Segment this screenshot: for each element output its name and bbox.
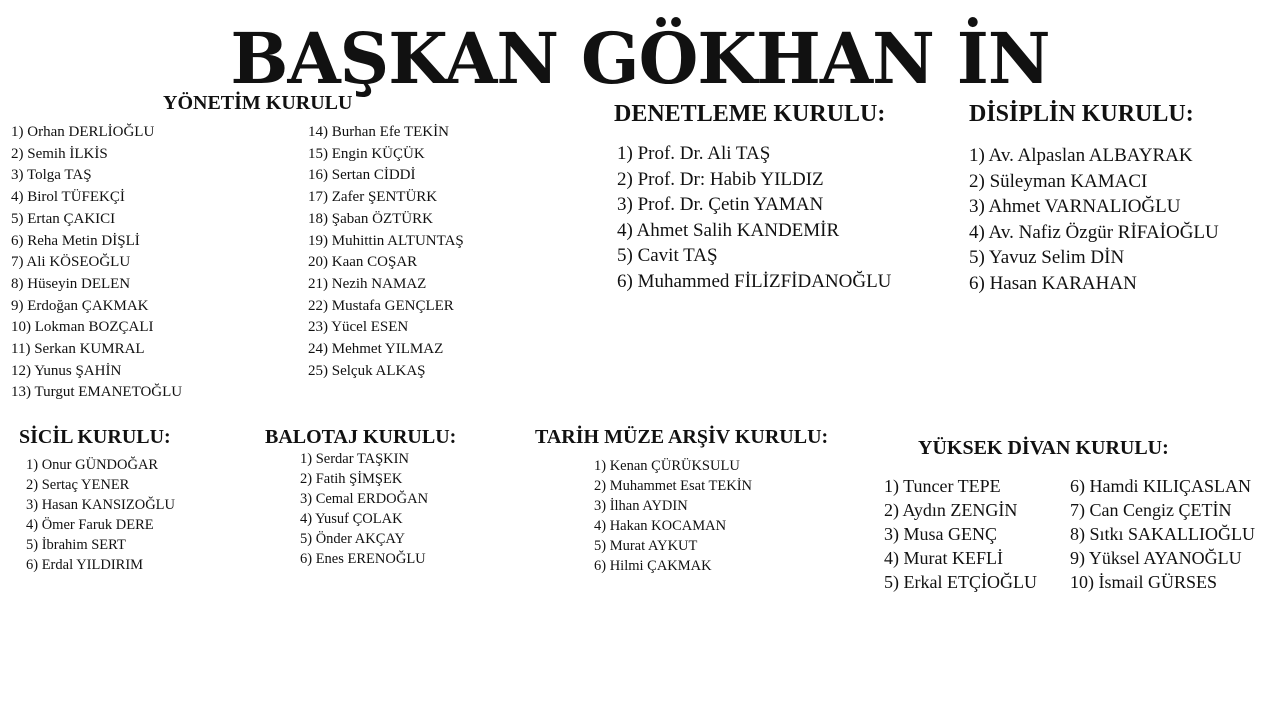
member-item: 5) Ertan ÇAKICI xyxy=(11,210,116,227)
disiplin-list xyxy=(969,143,1219,296)
member-item: 6) Enes ERENOĞLU xyxy=(300,551,426,567)
member-item: 21) Nezih NAMAZ xyxy=(308,275,427,292)
member-item: 5) Cavit TAŞ xyxy=(617,245,718,266)
member-item: 1) Prof. Dr. Ali TAŞ xyxy=(617,143,771,164)
member-item: 4) Birol TÜFEKÇİ xyxy=(11,189,125,206)
member-item: 7) Can Cengiz ÇETİN xyxy=(1070,500,1232,520)
member-item: 4) Ömer Faruk DERE xyxy=(26,517,154,533)
member-item: 4) Ahmet Salih KANDEMİR xyxy=(617,219,840,241)
member-item: 3) Musa GENÇ xyxy=(884,524,997,544)
member-item: 3) Cemal ERDOĞAN xyxy=(300,491,429,507)
member-item: 5) Yavuz Selim DİN xyxy=(969,247,1125,268)
member-item: 6) Muhammed FİLİZFİDANOĞLU xyxy=(617,270,892,292)
sicil-heading: SİCİL KURULU: xyxy=(19,426,171,448)
member-item: 4) Yusuf ÇOLAK xyxy=(300,511,403,527)
member-item: 4) Murat KEFLİ xyxy=(884,548,1003,568)
member-item: 18) Şaban ÖZTÜRK xyxy=(308,210,433,227)
member-item: 10) Lokman BOZÇALI xyxy=(11,319,154,336)
member-item: 7) Ali KÖSEOĞLU xyxy=(11,254,131,271)
sicil-list xyxy=(26,455,175,575)
member-item: 1) Onur GÜNDOĞAR xyxy=(26,457,159,473)
denetleme-list xyxy=(617,141,891,294)
member-item: 1) Kenan ÇÜRÜKSULU xyxy=(594,458,740,474)
member-item: 5) Erkal ETÇİOĞLU xyxy=(884,572,1037,592)
member-item: 9) Yüksel AYANOĞLU xyxy=(1070,548,1242,568)
member-item: 6) Hasan KARAHAN xyxy=(969,272,1137,294)
member-item: 1) Tuncer TEPE xyxy=(884,476,1001,496)
member-item: 3) Ahmet VARNALIOĞLU xyxy=(969,196,1181,217)
member-item: 6) Reha Metin DİŞLİ xyxy=(11,232,140,249)
member-item: 2) Aydın ZENGİN xyxy=(884,500,1018,520)
yonetim-list-col1 xyxy=(11,122,182,404)
member-item: 8) Hüseyin DELEN xyxy=(11,275,131,292)
member-item: 6) Hilmi ÇAKMAK xyxy=(594,558,712,574)
yuksek-list-col1 xyxy=(884,474,1037,594)
member-item: 11) Serkan KUMRAL xyxy=(11,341,145,358)
tarih-list xyxy=(594,456,752,576)
member-item: 2) Muhammet Esat TEKİN xyxy=(594,478,752,494)
member-item: 5) Önder AKÇAY xyxy=(300,531,405,547)
member-item: 25) Selçuk ALKAŞ xyxy=(308,362,426,379)
member-item: 3) Tolga TAŞ xyxy=(11,167,92,184)
member-item: 9) Erdoğan ÇAKMAK xyxy=(11,297,149,314)
member-item: 23) Yücel ESEN xyxy=(308,319,409,336)
member-item: 4) Av. Nafiz Özgür RİFAİOĞLU xyxy=(969,221,1219,243)
member-item: 2) Prof. Dr: Habib YILDIZ xyxy=(617,168,824,190)
member-item: 15) Engin KÜÇÜK xyxy=(308,145,425,162)
member-item: 3) Prof. Dr. Çetin YAMAN xyxy=(617,194,824,215)
member-item: 13) Turgut EMANETOĞLU xyxy=(11,384,183,401)
member-item: 4) Hakan KOCAMAN xyxy=(594,518,727,534)
member-item: 5) İbrahim SERT xyxy=(26,537,126,553)
member-item: 8) Sıtkı SAKALLIOĞLU xyxy=(1070,524,1255,544)
member-item: 1) Serdar TAŞKIN xyxy=(300,451,409,467)
member-item: 22) Mustafa GENÇLER xyxy=(308,297,454,314)
member-item: 2) Süleyman KAMACI xyxy=(969,170,1148,192)
yonetim-heading: YÖNETİM KURULU xyxy=(163,92,353,114)
member-item: 14) Burhan Efe TEKİN xyxy=(308,124,449,140)
balotaj-list xyxy=(300,449,428,569)
member-item: 6) Hamdi KILIÇASLAN xyxy=(1070,476,1251,496)
member-item: 12) Yunus ŞAHİN xyxy=(11,362,122,379)
member-item: 2) Semih İLKİS xyxy=(11,145,108,162)
member-item: 1) Orhan DERLİOĞLU xyxy=(11,124,155,140)
member-item: 10) İsmail GÜRSES xyxy=(1070,572,1218,592)
member-item: 5) Murat AYKUT xyxy=(594,538,698,554)
member-item: 1) Av. Alpaslan ALBAYRAK xyxy=(969,145,1193,166)
tarih-heading: TARİH MÜZE ARŞİV KURULU: xyxy=(535,426,829,448)
page-title: BAŞKAN GÖKHAN İN xyxy=(230,17,1050,100)
member-item: 3) Hasan KANSIZOĞLU xyxy=(26,497,176,513)
member-item: 19) Muhittin ALTUNTAŞ xyxy=(308,232,464,249)
yonetim-list-col2 xyxy=(308,122,464,382)
member-item: 6) Erdal YILDIRIM xyxy=(26,557,144,573)
member-item: 17) Zafer ŞENTÜRK xyxy=(308,189,438,206)
member-item: 24) Mehmet YILMAZ xyxy=(308,341,444,358)
member-item: 20) Kaan COŞAR xyxy=(308,254,418,271)
member-item: 16) Sertan CİDDİ xyxy=(308,167,416,184)
yuksek-list-col2 xyxy=(1070,474,1255,594)
member-item: 3) İlhan AYDIN xyxy=(594,498,688,514)
balotaj-heading: BALOTAJ KURULU: xyxy=(265,426,457,448)
disiplin-heading: DİSİPLİN KURULU: xyxy=(969,101,1194,127)
member-item: 2) Sertaç YENER xyxy=(26,477,130,493)
member-item: 2) Fatih ŞİMŞEK xyxy=(300,471,403,487)
yuksek-heading: YÜKSEK DİVAN KURULU: xyxy=(918,437,1169,459)
denetleme-heading: DENETLEME KURULU: xyxy=(614,101,886,127)
